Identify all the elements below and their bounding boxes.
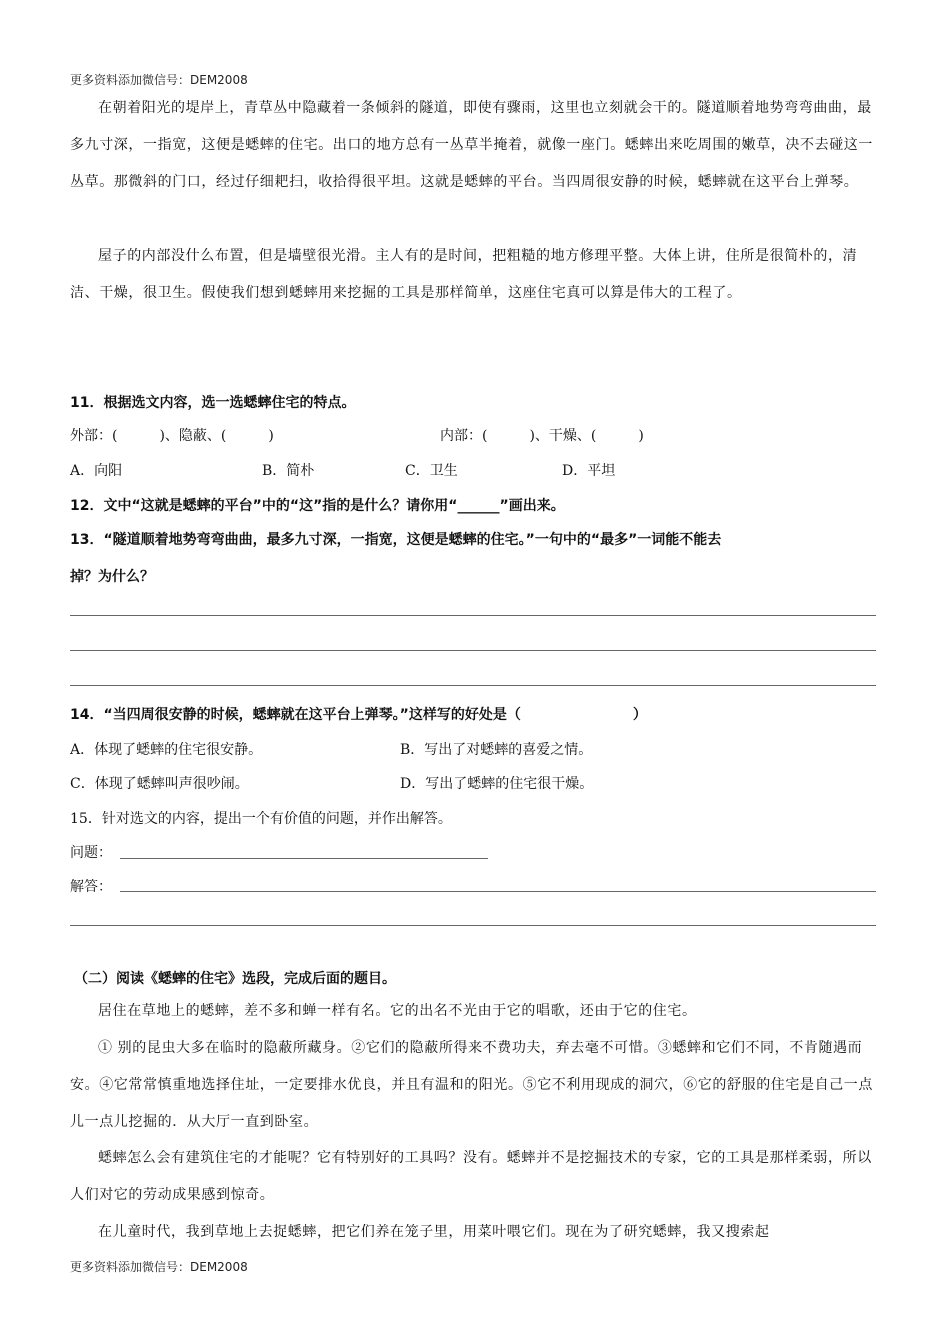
question-answer-line	[120, 858, 488, 859]
q13-stem-line-2: 掉？为什么？	[70, 569, 154, 585]
q11-stem: 11．根据选文内容，选一选蟋蟀住宅的特点。	[70, 395, 356, 411]
q11-option-a: A．向阳	[70, 463, 123, 479]
q11-inside: 内部：( )、干燥、( )	[440, 428, 644, 444]
section-2-title: （二）阅读《蟋蟀的住宅》选段，完成后面的题目。	[74, 971, 396, 987]
q12-stem: 12．文中“这就是蟋蟀的平台”中的“这”指的是什么？请你用“______”画出来。	[70, 498, 565, 514]
q14-option-c: C．体现了蟋蟀叫声很吵闹。	[70, 776, 249, 792]
answer-line	[70, 685, 876, 686]
q14-option-a: A．体现了蟋蟀的住宅很安静。	[70, 742, 263, 758]
q14-option-d: D．写出了蟋蟀的住宅很干燥。	[400, 776, 594, 792]
answer-line	[70, 615, 876, 616]
q14-stem: 14．“当四周很安静的时候，蟋蟀就在这平台上弹琴。”这样写的好处是（ ）	[70, 707, 647, 723]
q15-answer-label: 解答：	[70, 879, 112, 895]
section-2-paragraph-4: 在儿童时代，我到草地上去捉蟋蟀，把它们养在笼子里，用菜叶喂它们。现在为了研究蟋蟀，我又搜索起	[98, 1224, 770, 1240]
q15-stem: 15．针对选文的内容，提出一个有价值的问题，并作出解答。	[70, 811, 452, 827]
passage-paragraph-2: 屋子的内部没什么布置，但是墙壁很光滑。主人有的是时间，把粗糙的地方修理平整。大体上讲，住所是很简朴的，清洁、干燥，很卫生。假使我们想到蟋蟀用来挖掘的工具是那样简单，这座住宅真可以算是伟大的工程了。	[70, 248, 858, 301]
section-2-paragraph-3: 蟋蟀怎么会有建筑住宅的才能呢？它有特别好的工具吗？没有。蟋蟀并不是挖掘技术的专家，它的工具是那样柔弱，所以人们对它的劳动成果感到惊奇。	[70, 1150, 872, 1203]
q11-option-d: D．平坦	[562, 463, 616, 479]
answer-line	[120, 891, 876, 892]
q11-outside: 外部：( )、隐蔽、( )	[70, 428, 274, 444]
passage-paragraph-1: 在朝着阳光的堤岸上，青草丛中隐藏着一条倾斜的隧道，即使有骤雨，这里也立刻就会干的。隧道顺着地势弯弯曲曲，最多九寸深，一指宽，这便是蟋蟀的住宅。出口的地方总有一丛草半掩着，就像一座门。蟋蟀出来吃周围的嫩草，决不去碰这一丛草。那微斜的门口，经过仔细耙扫，收拾得很平坦。这就是蟋蟀的平台。当四周很安静的时候，蟋蟀就在这平台上弹琴。	[70, 100, 873, 190]
header-note: 更多资料添加微信号：DEM2008	[70, 73, 248, 87]
q14-option-b: B．写出了对蟋蟀的喜爱之情。	[400, 742, 593, 758]
footer-note: 更多资料添加微信号：DEM2008	[70, 1260, 248, 1274]
q13-stem-line-1: 13．“隧道顺着地势弯弯曲曲，最多九寸深，一指宽，这便是蟋蟀的住宅。”一句中的“最多”一词能不能去	[70, 532, 722, 548]
q15-question-label: 问题：	[70, 845, 112, 861]
answer-line	[70, 650, 876, 651]
q11-option-c: C．卫生	[405, 463, 458, 479]
section-2-paragraph-2: ① 别的昆虫大多在临时的隐蔽所藏身。②它们的隐蔽所得来不费功夫，弃去毫不可惜。③蟋蟀和它们不同，不肯随遇而安。④它常常慎重地选择住址，一定要排水优良，并且有温和的阳光。⑤它不利用现成的洞穴，⑥它的舒服的住宅是自己一点儿一点儿挖掘的．从大厅一直到卧室。	[70, 1040, 873, 1130]
q11-option-b: B．简朴	[262, 463, 315, 479]
section-2-paragraph-1: 居住在草地上的蟋蟀，差不多和蝉一样有名。它的出名不光由于它的唱歌，还由于它的住宅。	[98, 1003, 697, 1019]
answer-line	[70, 925, 876, 926]
